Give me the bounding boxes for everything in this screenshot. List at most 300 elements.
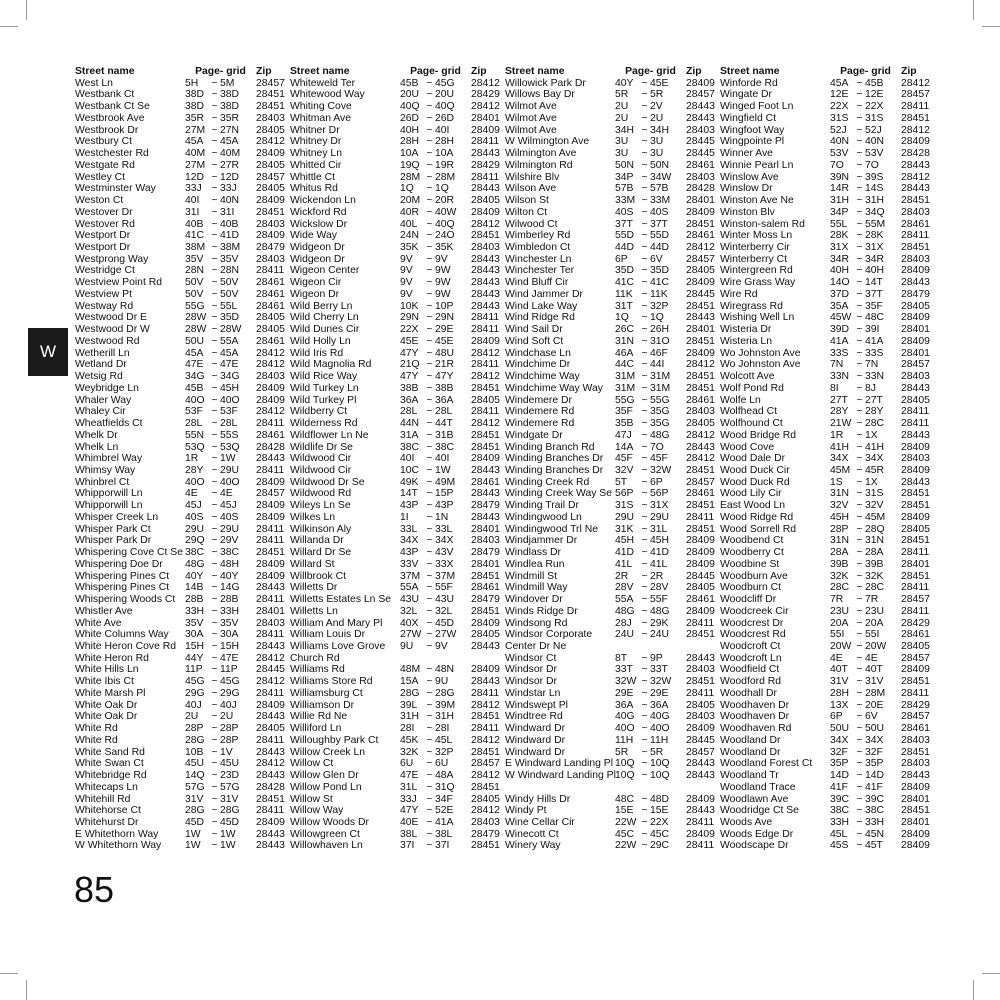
street-name: Westgate Rd	[75, 159, 135, 171]
range-tilde: ~	[426, 277, 433, 289]
zip-code: 28461	[256, 300, 285, 312]
grid-start: 9V	[400, 288, 413, 300]
zip-code: 28411	[901, 406, 930, 418]
grid-start: 35V	[185, 253, 204, 265]
grid-start: 27M	[185, 124, 206, 136]
street-row	[505, 524, 720, 536]
street-row	[290, 571, 505, 583]
street-row	[505, 571, 720, 583]
grid-start: 32L	[400, 605, 418, 617]
street-row	[75, 829, 290, 841]
grid-start: 14A	[615, 441, 634, 453]
range-tilde: ~	[856, 828, 863, 840]
street-name: Whitehorse Ct	[75, 805, 141, 817]
grid-start: 28B	[185, 594, 204, 606]
street-name: Windingwood Trl Ne	[505, 523, 598, 535]
grid-end: 35G	[650, 406, 670, 418]
zip-code: 28411	[471, 406, 500, 418]
range-tilde: ~	[641, 570, 648, 582]
street-name: Wood Cove	[720, 441, 775, 453]
street-name: Wolcott Ave	[720, 371, 775, 383]
street-index-column-3	[505, 66, 720, 852]
street-row	[505, 500, 720, 512]
zip-code: 28411	[256, 535, 285, 547]
zip-code: 28412	[901, 77, 930, 89]
grid-end: 55D	[650, 230, 670, 242]
street-row	[75, 160, 290, 172]
grid-start: 10B	[185, 746, 204, 758]
street-name: Whimsy Way	[75, 464, 136, 476]
grid-start: 40N	[830, 136, 850, 148]
zip-code: 28411	[686, 840, 715, 852]
grid-start: 26C	[615, 324, 635, 336]
street-row	[505, 758, 720, 770]
range-tilde: ~	[211, 594, 218, 606]
grid-start: 32V	[615, 464, 634, 476]
grid-end: 37T	[650, 218, 668, 230]
grid-end: 55F	[650, 594, 668, 606]
street-name: Woods Ave	[720, 817, 773, 828]
grid-start: 32F	[830, 746, 848, 758]
range-tilde: ~	[641, 664, 648, 676]
street-name: Winding Trail Dr	[505, 500, 579, 512]
zip-code: 28412	[471, 699, 500, 711]
zip-code: 28451	[256, 793, 285, 805]
street-row	[75, 594, 290, 606]
grid-end: 22X	[865, 101, 884, 113]
street-row	[75, 747, 290, 759]
zip-code: 28411	[256, 629, 285, 641]
street-row	[720, 430, 935, 442]
street-name: Winner Ave	[720, 148, 773, 160]
street-name: Wilton Ct	[505, 206, 548, 218]
zip-code: 28409	[686, 723, 715, 735]
grid-end: 14S	[865, 183, 884, 195]
range-tilde: ~	[856, 429, 863, 441]
grid-start: 28M	[400, 171, 421, 183]
range-tilde: ~	[641, 324, 648, 336]
page-grid-header: Page- grid	[410, 66, 461, 77]
range-tilde: ~	[211, 371, 218, 383]
street-name: Whitehill Rd	[75, 793, 131, 805]
range-tilde: ~	[426, 781, 433, 793]
street-name: Willowick Park Dr	[505, 77, 586, 89]
street-row	[505, 711, 720, 723]
street-name: Wilkinson Aly	[290, 523, 352, 535]
grid-end: 9V	[435, 640, 448, 652]
zip-code: 28403	[256, 253, 285, 265]
street-name: Whipporwill Ln	[75, 488, 143, 500]
grid-start: 39L	[400, 699, 418, 711]
street-name: Wilwood Ct	[505, 218, 558, 230]
grid-end: 48G	[650, 429, 670, 441]
grid-end: 47Y	[435, 371, 454, 383]
zip-code: 28401	[901, 817, 930, 828]
street-row	[290, 442, 505, 454]
street-name: W Wilmington Ave	[505, 136, 590, 148]
range-tilde: ~	[426, 242, 433, 254]
grid-end: 40B	[220, 218, 239, 230]
grid-start: 55A	[615, 594, 634, 606]
grid-end: 12D	[220, 171, 240, 183]
range-tilde: ~	[641, 288, 648, 300]
range-tilde: ~	[426, 77, 433, 89]
street-row	[290, 348, 505, 360]
grid-start: 33M	[615, 195, 636, 207]
street-row	[505, 735, 720, 747]
range-tilde: ~	[641, 758, 648, 770]
street-row	[720, 488, 935, 500]
zip-code: 28411	[901, 605, 930, 617]
zip-code: 28451	[471, 711, 500, 723]
grid-start: 31M	[615, 382, 636, 394]
range-tilde: ~	[641, 617, 648, 629]
range-tilde: ~	[426, 828, 433, 840]
street-name: Wildwood Rd	[290, 488, 352, 500]
zip-header: Zip	[471, 66, 487, 77]
range-tilde: ~	[856, 617, 863, 629]
zip-code: 28411	[256, 734, 285, 746]
grid-start: 24N	[400, 230, 420, 242]
range-tilde: ~	[426, 711, 433, 723]
street-name: Whitted Cir	[290, 159, 342, 171]
range-tilde: ~	[856, 793, 863, 805]
grid-end: 48G	[650, 605, 670, 617]
street-row	[75, 442, 290, 454]
zip-code: 28412	[686, 359, 715, 371]
range-tilde: ~	[856, 253, 863, 265]
range-tilde: ~	[211, 101, 218, 113]
zip-code: 28409	[686, 77, 715, 89]
range-tilde: ~	[641, 535, 648, 547]
range-tilde: ~	[426, 253, 433, 265]
street-row	[720, 453, 935, 465]
range-tilde: ~	[856, 817, 863, 828]
range-tilde: ~	[426, 206, 433, 218]
range-tilde: ~	[856, 547, 863, 559]
grid-start: 29U	[615, 511, 635, 523]
street-row	[720, 230, 935, 242]
grid-start: 14T	[400, 488, 418, 500]
street-name: Woodcroft Ln	[720, 652, 782, 664]
street-name: Whisper Park Dr	[75, 535, 152, 547]
street-row	[505, 418, 720, 430]
street-name: Winchester Ter	[505, 265, 575, 277]
street-name: Wine Cellar Cir	[505, 817, 575, 828]
range-tilde: ~	[641, 594, 648, 606]
grid-end: 43P	[435, 500, 454, 512]
grid-start: 13X	[830, 699, 849, 711]
range-tilde: ~	[856, 488, 863, 500]
street-name: Wintergreen Rd	[720, 265, 793, 277]
grid-start: 32W	[615, 676, 637, 688]
page-grid-header: Page- grid	[840, 66, 891, 77]
range-tilde: ~	[426, 441, 433, 453]
street-name: Wickford Rd	[290, 206, 347, 218]
grid-start: 43P	[400, 500, 419, 512]
street-name: Whispering Pines Ct	[75, 582, 170, 594]
grid-start: 28L	[185, 418, 203, 430]
grid-end: 15P	[435, 488, 454, 500]
range-tilde: ~	[211, 335, 218, 347]
street-row	[505, 700, 720, 712]
street-name: Wetland Dr	[75, 359, 127, 371]
zip-code: 28479	[471, 500, 500, 512]
zip-code: 28409	[256, 148, 285, 160]
street-row	[720, 723, 935, 735]
zip-code: 28409	[901, 335, 930, 347]
grid-end: 35K	[435, 242, 454, 254]
street-name: Windward Dr	[505, 723, 566, 735]
range-tilde: ~	[426, 101, 433, 113]
grid-start: 34P	[830, 206, 849, 218]
grid-start: 33H	[185, 605, 205, 617]
grid-start: 40H	[830, 265, 850, 277]
street-name: Wickslow Dr	[290, 218, 348, 230]
street-name: Whitus Rd	[290, 183, 338, 195]
street-name: Winecott Ct	[505, 828, 559, 840]
zip-code: 28457	[901, 711, 930, 723]
range-tilde: ~	[641, 629, 648, 641]
street-row	[290, 324, 505, 336]
grid-start: 14R	[830, 183, 850, 195]
column-header	[290, 66, 505, 78]
zip-code: 28412	[471, 77, 500, 89]
grid-end: 29C	[650, 840, 670, 852]
range-tilde: ~	[856, 324, 863, 336]
grid-end: 31M	[650, 382, 671, 394]
grid-start: 34R	[830, 253, 850, 265]
street-row	[720, 559, 935, 571]
street-name: Wo Johnston Ave	[720, 347, 801, 359]
street-name: Winston Blv	[720, 206, 775, 218]
street-row	[75, 172, 290, 184]
grid-end: 29U	[650, 511, 670, 523]
range-tilde: ~	[641, 476, 648, 488]
street-row	[505, 371, 720, 383]
street-row	[505, 312, 720, 324]
grid-end: 28M	[435, 171, 456, 183]
zip-code: 28451	[471, 840, 500, 852]
zip-code: 28461	[686, 230, 715, 242]
range-tilde: ~	[426, 547, 433, 559]
grid-start: 41C	[185, 230, 205, 242]
grid-start: 45L	[830, 828, 848, 840]
grid-start: 35B	[615, 418, 634, 430]
grid-end: 45L	[435, 734, 453, 746]
grid-end: 35G	[650, 418, 670, 430]
grid-end: 45N	[865, 828, 885, 840]
range-tilde: ~	[426, 406, 433, 418]
grid-end: 50V	[220, 288, 239, 300]
range-tilde: ~	[211, 288, 218, 300]
grid-end: 45M	[865, 511, 886, 523]
range-tilde: ~	[426, 429, 433, 441]
street-name: Wildflower Ln Ne	[290, 429, 369, 441]
street-row	[720, 219, 935, 231]
street-row	[290, 172, 505, 184]
street-name: Willow Creek Ln	[290, 746, 366, 758]
street-row	[505, 348, 720, 360]
street-name: Wind Jammer Dr	[505, 288, 583, 300]
street-row	[505, 477, 720, 489]
range-tilde: ~	[211, 781, 218, 793]
street-row	[75, 312, 290, 324]
range-tilde: ~	[426, 476, 433, 488]
crop-mark-bottom-left	[26, 980, 27, 1000]
grid-end: 55A	[220, 335, 239, 347]
street-name: White Swan Ct	[75, 758, 144, 770]
street-row	[720, 78, 935, 90]
grid-start: 22X	[830, 101, 849, 113]
street-row	[75, 641, 290, 653]
grid-start: 48M	[400, 664, 421, 676]
range-tilde: ~	[856, 288, 863, 300]
street-name: Wimbledon Ct	[505, 242, 571, 254]
range-tilde: ~	[426, 195, 433, 207]
street-row	[720, 524, 935, 536]
street-name: Windmill Way	[505, 582, 568, 594]
zip-code: 28451	[901, 195, 930, 207]
range-tilde: ~	[211, 136, 218, 148]
grid-end: 38C	[220, 547, 240, 559]
zip-code: 28451	[686, 464, 715, 476]
street-name: Wildwood Cir	[290, 453, 352, 465]
grid-start: 49K	[400, 476, 419, 488]
street-name: Winding Branches Dr	[505, 453, 604, 465]
grid-start: 40S	[615, 206, 634, 218]
street-name: Wild Turkey Pl	[290, 394, 357, 406]
range-tilde: ~	[641, 159, 648, 171]
range-tilde: ~	[211, 605, 218, 617]
grid-start: 31V	[185, 793, 204, 805]
grid-end: 33J	[220, 183, 237, 195]
zip-code: 28429	[471, 159, 500, 171]
grid-end: 34F	[435, 793, 453, 805]
grid-start: 50U	[185, 335, 205, 347]
street-row	[720, 324, 935, 336]
zip-code: 28403	[471, 535, 500, 547]
zip-code: 28411	[471, 312, 500, 324]
zip-code: 28409	[901, 441, 930, 453]
street-row	[290, 629, 505, 641]
range-tilde: ~	[426, 394, 433, 406]
street-name: Windsor Dr	[505, 664, 557, 676]
street-name: Winding Creek Rd	[505, 476, 590, 488]
range-tilde: ~	[211, 617, 218, 629]
street-row	[290, 136, 505, 148]
street-row	[720, 747, 935, 759]
grid-end: 27T	[865, 394, 883, 406]
grid-end: 6U	[435, 758, 449, 770]
street-row	[505, 512, 720, 524]
street-name: Willoughby Park Ct	[290, 734, 379, 746]
range-tilde: ~	[211, 124, 218, 136]
street-name: Woodland Dr	[720, 734, 781, 746]
street-row	[75, 230, 290, 242]
zip-code: 28479	[901, 288, 930, 300]
street-name: Wilmington Ave	[505, 148, 577, 160]
zip-code: 28451	[901, 570, 930, 582]
range-tilde: ~	[211, 183, 218, 195]
grid-start: 37I	[400, 840, 415, 852]
street-row	[720, 277, 935, 289]
range-tilde: ~	[211, 488, 218, 500]
street-row	[505, 747, 720, 759]
street-row	[290, 242, 505, 254]
street-name: Woodcroft Ct	[720, 640, 781, 652]
range-tilde: ~	[641, 687, 648, 699]
zip-code: 28412	[471, 218, 500, 230]
street-row	[75, 559, 290, 571]
street-row	[505, 160, 720, 172]
street-name: Westchester Rd	[75, 148, 149, 160]
zip-code: 28405	[471, 195, 500, 207]
grid-end: 44D	[650, 242, 670, 254]
grid-start: 40S	[185, 511, 204, 523]
range-tilde: ~	[641, 347, 648, 359]
zip-code: 28412	[256, 406, 285, 418]
street-name: Whitecaps Ln	[75, 781, 138, 793]
zip-code: 28411	[901, 418, 930, 430]
zip-code: 28412	[256, 136, 285, 148]
street-row	[505, 207, 720, 219]
grid-end: 39M	[435, 699, 456, 711]
street-name: Whispering Woods Ct	[75, 594, 176, 606]
zip-code: 28451	[901, 535, 930, 547]
street-row	[290, 453, 505, 465]
zip-code: 28409	[256, 699, 285, 711]
zip-code: 28443	[686, 805, 715, 817]
grid-start	[615, 782, 639, 794]
grid-end: 23D	[220, 770, 240, 782]
grid-end: 20A	[865, 617, 884, 629]
street-row	[720, 336, 935, 348]
zip-code: 28412	[471, 101, 500, 113]
street-row	[720, 442, 935, 454]
street-row	[720, 805, 935, 817]
street-name: Windsor Ct	[505, 652, 557, 664]
zip-code: 28461	[256, 288, 285, 300]
street-row	[75, 195, 290, 207]
zip-code: 28443	[901, 382, 930, 394]
street-row	[75, 89, 290, 101]
street-row	[290, 406, 505, 418]
grid-start: 28H	[400, 136, 420, 148]
range-tilde: ~	[426, 535, 433, 547]
street-name: Wingpointe Pl	[720, 136, 785, 148]
grid-start: 38C	[185, 547, 205, 559]
street-row	[720, 207, 935, 219]
grid-start: 32K	[400, 746, 419, 758]
street-name: Willetts Ln	[290, 605, 338, 617]
street-row	[290, 794, 505, 806]
grid-start: 28I	[400, 723, 415, 735]
zip-code: 28461	[686, 488, 715, 500]
grid-end: 28N	[220, 265, 240, 277]
street-row	[75, 406, 290, 418]
grid-end: 29V	[220, 535, 239, 547]
range-tilde: ~	[426, 664, 433, 676]
grid-end: 52E	[435, 805, 454, 817]
range-tilde: ~	[641, 406, 648, 418]
grid-start: 55D	[615, 230, 635, 242]
street-name: Whisper Creek Ln	[75, 511, 159, 523]
grid-end: 40J	[220, 699, 237, 711]
range-tilde: ~	[211, 312, 218, 324]
range-tilde: ~	[641, 382, 648, 394]
zip-code: 28429	[901, 617, 930, 629]
